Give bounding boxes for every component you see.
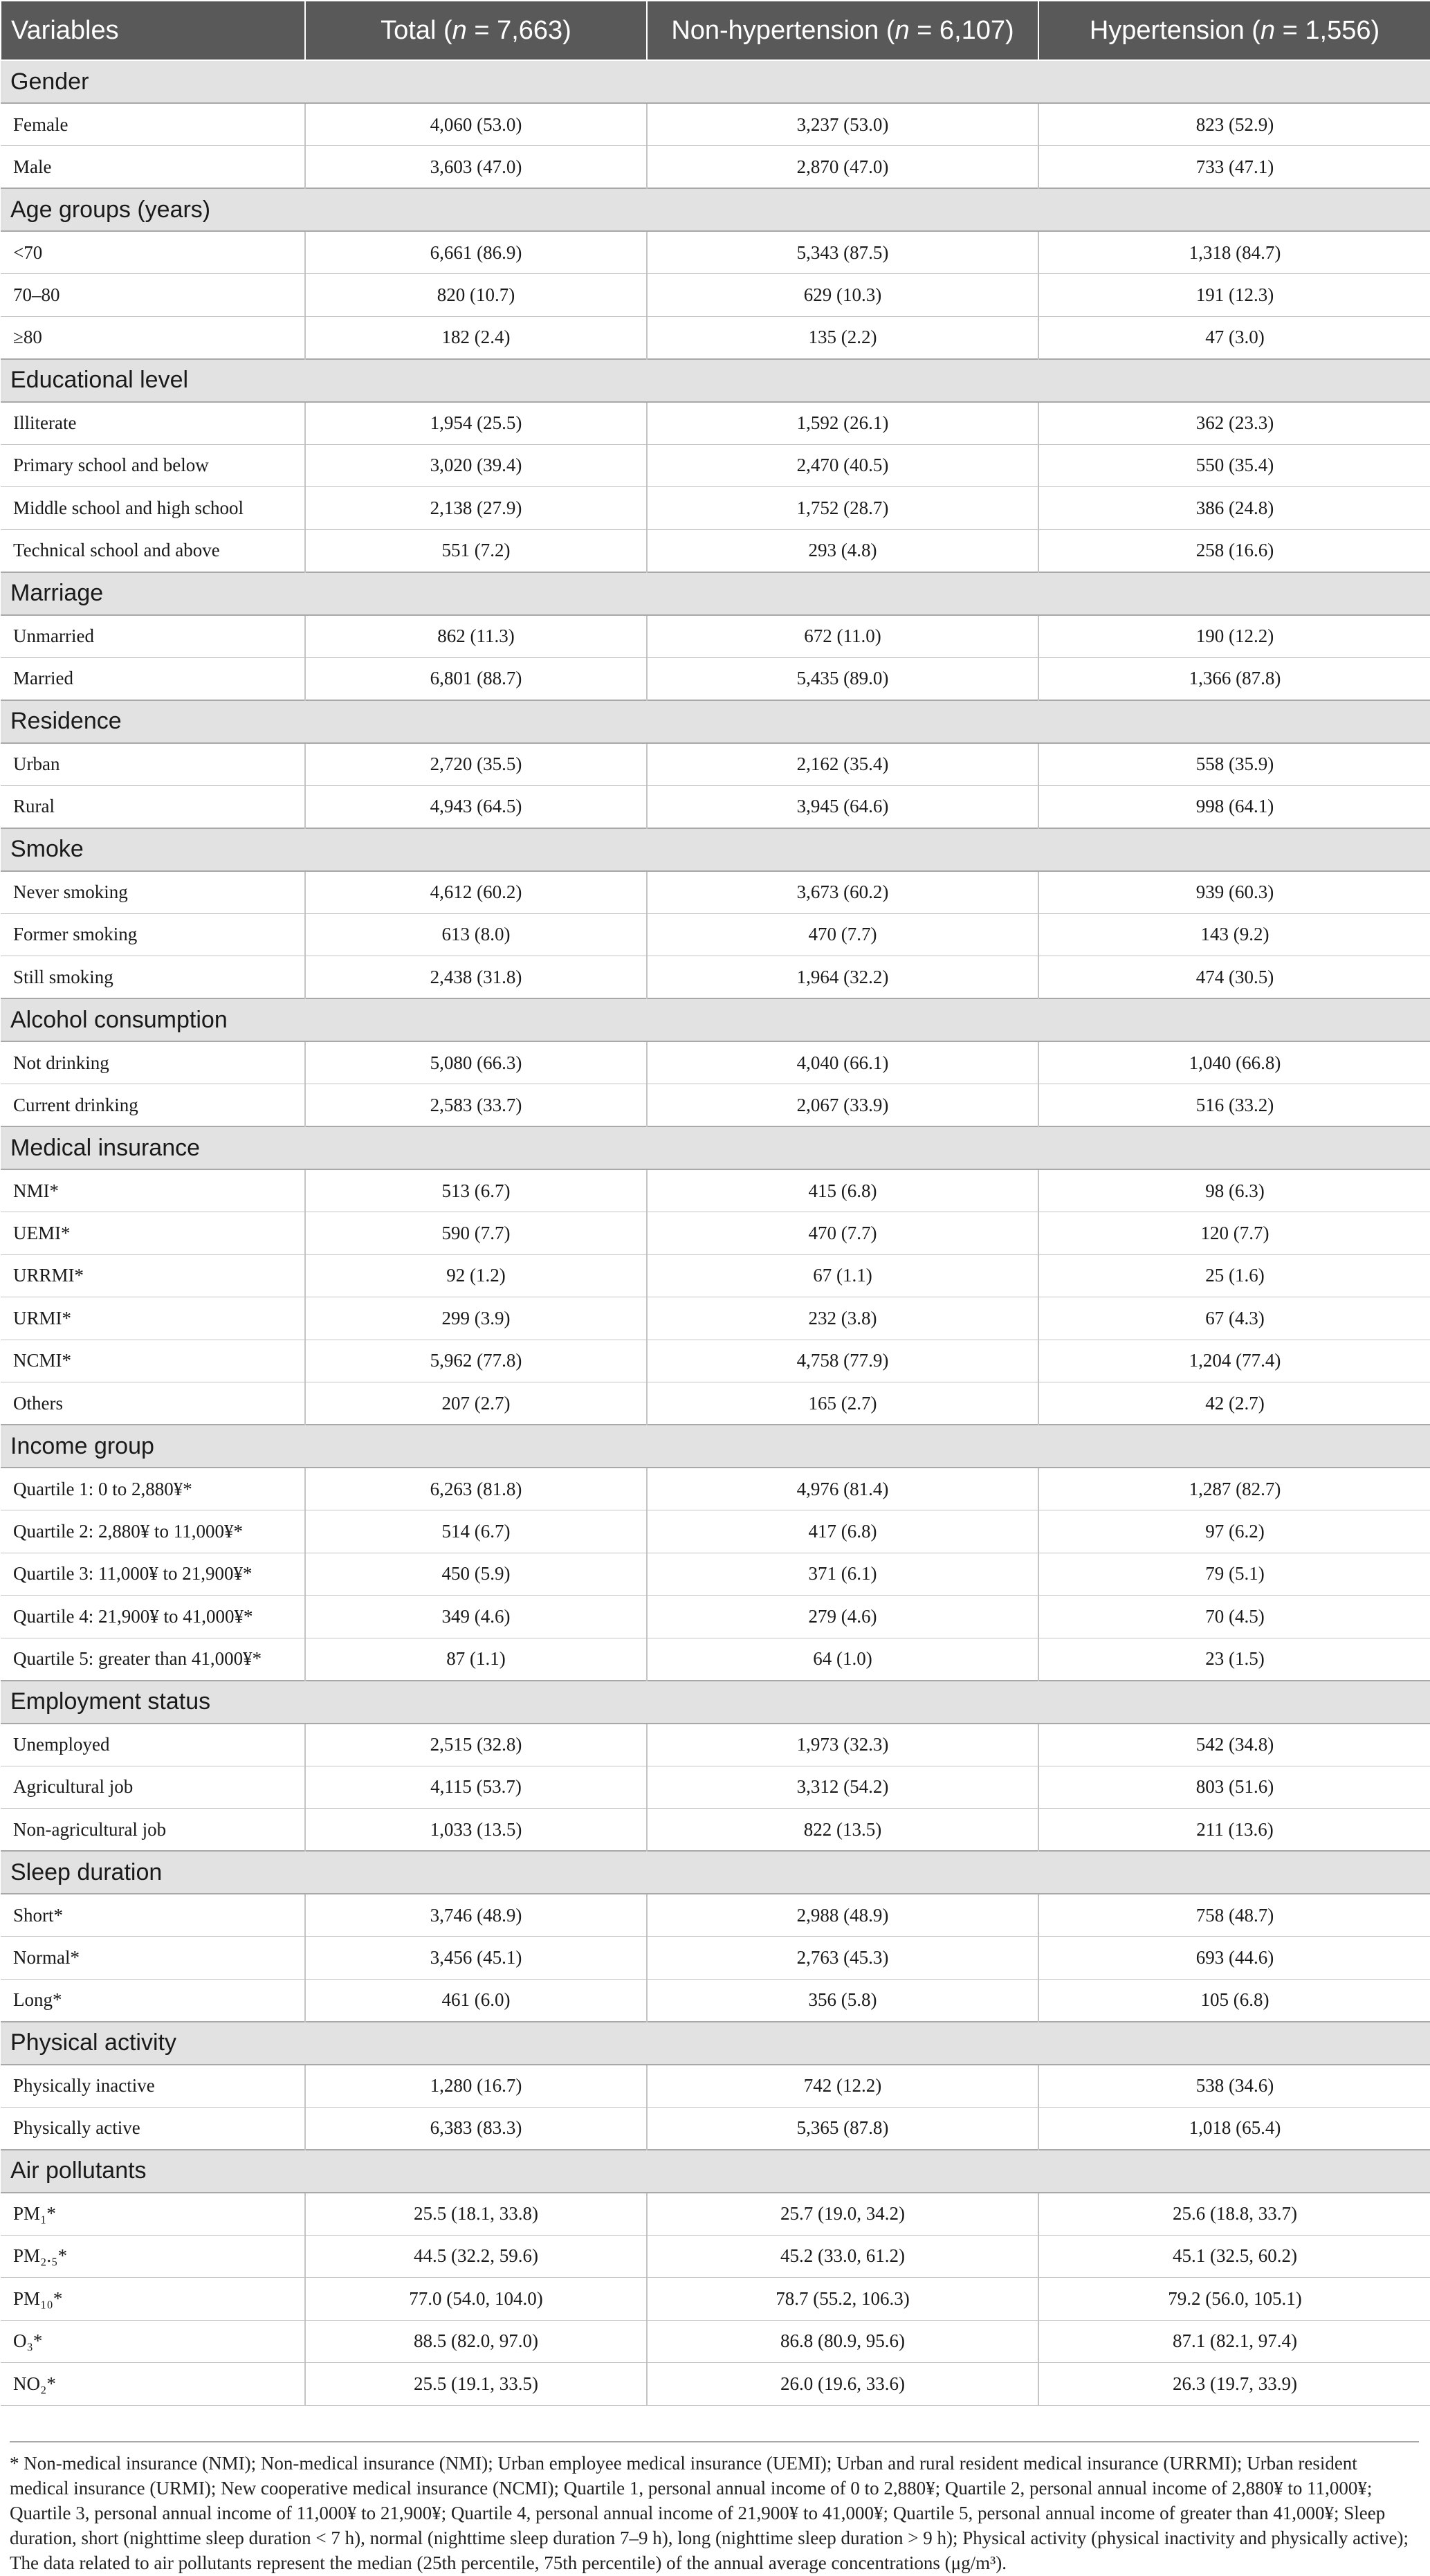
cell-value: 742 (12.2) bbox=[647, 2065, 1038, 2108]
cell-value: 349 (4.6) bbox=[305, 1596, 647, 1638]
cell-value: 25.7 (19.0, 34.2) bbox=[647, 2193, 1038, 2236]
cell-value: 25.6 (18.8, 33.7) bbox=[1038, 2193, 1430, 2236]
row-label: Normal* bbox=[1, 1937, 305, 1980]
table-row bbox=[1, 1766, 1430, 1809]
cell-value: 672 (11.0) bbox=[647, 615, 1038, 658]
row-label: Others bbox=[1, 1382, 305, 1425]
cell-value: 44.5 (32.2, 59.6) bbox=[305, 2235, 647, 2278]
cell-value: 78.7 (55.2, 106.3) bbox=[647, 2278, 1038, 2321]
row-label: Quartile 3: 11,000¥ to 21,900¥* bbox=[1, 1553, 305, 1596]
section-header-row bbox=[1, 1681, 1430, 1724]
table-row bbox=[1, 1553, 1430, 1596]
cell-value: 998 (64.1) bbox=[1038, 785, 1430, 828]
cell-value: 3,456 (45.1) bbox=[305, 1937, 647, 1980]
cell-value: 4,612 (60.2) bbox=[305, 871, 647, 914]
table-row bbox=[1, 2107, 1430, 2150]
header-hypertension: Hypertension (n = 1,556) bbox=[1038, 1, 1430, 60]
cell-value: 1,592 (26.1) bbox=[647, 402, 1038, 445]
cell-value: 42 (2.7) bbox=[1038, 1382, 1430, 1425]
section-header-row bbox=[1, 2150, 1430, 2193]
table-row bbox=[1, 2320, 1430, 2363]
cell-value: 470 (7.7) bbox=[647, 913, 1038, 956]
section-title: Age groups (years) bbox=[1, 188, 1430, 231]
table-row bbox=[1, 2278, 1430, 2321]
cell-value: 6,383 (83.3) bbox=[305, 2107, 647, 2150]
cell-value: 77.0 (54.0, 104.0) bbox=[305, 2278, 647, 2321]
row-label: Unemployed bbox=[1, 1724, 305, 1766]
table-row bbox=[1, 1468, 1430, 1510]
row-label: Quartile 4: 21,900¥ to 41,000¥* bbox=[1, 1596, 305, 1638]
cell-value: 4,115 (53.7) bbox=[305, 1766, 647, 1809]
table-row bbox=[1, 529, 1430, 572]
row-label: Married bbox=[1, 657, 305, 700]
cell-value: 6,801 (88.7) bbox=[305, 657, 647, 700]
table-row bbox=[1, 956, 1430, 999]
cell-value: 6,661 (86.9) bbox=[305, 231, 647, 274]
cell-value: 5,080 (66.3) bbox=[305, 1041, 647, 1084]
row-label: Long* bbox=[1, 1979, 305, 2022]
cell-value: 862 (11.3) bbox=[305, 615, 647, 658]
cell-value: 2,438 (31.8) bbox=[305, 956, 647, 999]
section-title: Residence bbox=[1, 700, 1430, 743]
section-header-row bbox=[1, 60, 1430, 103]
row-label: Male bbox=[1, 146, 305, 189]
row-label: Physically inactive bbox=[1, 2065, 305, 2108]
table-row bbox=[1, 913, 1430, 956]
row-label: Middle school and high school bbox=[1, 487, 305, 530]
cell-value: 629 (10.3) bbox=[647, 274, 1038, 317]
section-header-row bbox=[1, 1126, 1430, 1169]
row-label: URMI* bbox=[1, 1297, 305, 1340]
table-row bbox=[1, 2235, 1430, 2278]
cell-value: 279 (4.6) bbox=[647, 1596, 1038, 1638]
cell-value: 1,287 (82.7) bbox=[1038, 1468, 1430, 1510]
table-row bbox=[1, 871, 1430, 914]
cell-value: 232 (3.8) bbox=[647, 1297, 1038, 1340]
cell-value: 26.0 (19.6, 33.6) bbox=[647, 2363, 1038, 2406]
cell-value: 86.8 (80.9, 95.6) bbox=[647, 2320, 1038, 2363]
row-label: Not drinking bbox=[1, 1041, 305, 1084]
row-label: PM₁₀* bbox=[1, 2278, 305, 2321]
section-header-row bbox=[1, 828, 1430, 871]
table-row bbox=[1, 1809, 1430, 1852]
cell-value: 2,470 (40.5) bbox=[647, 444, 1038, 487]
cell-value: 803 (51.6) bbox=[1038, 1766, 1430, 1809]
cell-value: 2,988 (48.9) bbox=[647, 1894, 1038, 1937]
row-label: Still smoking bbox=[1, 956, 305, 999]
cell-value: 3,945 (64.6) bbox=[647, 785, 1038, 828]
section-title: Air pollutants bbox=[1, 2150, 1430, 2193]
cell-value: 3,312 (54.2) bbox=[647, 1766, 1038, 1809]
row-label: PM₂.₅* bbox=[1, 2235, 305, 2278]
table-row bbox=[1, 1084, 1430, 1127]
cell-value: 4,758 (77.9) bbox=[647, 1340, 1038, 1382]
cell-value: 386 (24.8) bbox=[1038, 487, 1430, 530]
row-label: Agricultural job bbox=[1, 1766, 305, 1809]
cell-value: 135 (2.2) bbox=[647, 316, 1038, 359]
table-row bbox=[1, 1937, 1430, 1980]
table-row bbox=[1, 1212, 1430, 1255]
cell-value: 2,583 (33.7) bbox=[305, 1084, 647, 1127]
section-header-row bbox=[1, 572, 1430, 615]
cell-value: 70 (4.5) bbox=[1038, 1596, 1430, 1638]
table-row bbox=[1, 1254, 1430, 1297]
table-row bbox=[1, 1638, 1430, 1681]
cell-value: 25 (1.6) bbox=[1038, 1254, 1430, 1297]
cell-value: 1,366 (87.8) bbox=[1038, 657, 1430, 700]
cell-value: 23 (1.5) bbox=[1038, 1638, 1430, 1681]
cell-value: 2,162 (35.4) bbox=[647, 743, 1038, 786]
row-label: <70 bbox=[1, 231, 305, 274]
cell-value: 822 (13.5) bbox=[647, 1809, 1038, 1852]
cell-value: 550 (35.4) bbox=[1038, 444, 1430, 487]
cell-value: 45.2 (33.0, 61.2) bbox=[647, 2235, 1038, 2278]
section-title: Gender bbox=[1, 60, 1430, 103]
cell-value: 207 (2.7) bbox=[305, 1382, 647, 1425]
cell-value: 45.1 (32.5, 60.2) bbox=[1038, 2235, 1430, 2278]
table-row bbox=[1, 1596, 1430, 1638]
cell-value: 733 (47.1) bbox=[1038, 146, 1430, 189]
table-row bbox=[1, 2065, 1430, 2108]
table-row bbox=[1, 2363, 1430, 2406]
section-title: Sleep duration bbox=[1, 1851, 1430, 1894]
cell-value: 542 (34.8) bbox=[1038, 1724, 1430, 1766]
row-label: NMI* bbox=[1, 1169, 305, 1212]
section-title: Employment status bbox=[1, 1681, 1430, 1724]
cell-value: 513 (6.7) bbox=[305, 1169, 647, 1212]
row-label: ≥80 bbox=[1, 316, 305, 359]
cell-value: 105 (6.8) bbox=[1038, 1979, 1430, 2022]
cell-value: 47 (3.0) bbox=[1038, 316, 1430, 359]
cell-value: 97 (6.2) bbox=[1038, 1510, 1430, 1553]
cell-value: 1,318 (84.7) bbox=[1038, 231, 1430, 274]
row-label: Quartile 2: 2,880¥ to 11,000¥* bbox=[1, 1510, 305, 1553]
cell-value: 461 (6.0) bbox=[305, 1979, 647, 2022]
row-label: NCMI* bbox=[1, 1340, 305, 1382]
row-label: Never smoking bbox=[1, 871, 305, 914]
section-header-row bbox=[1, 359, 1430, 402]
table-row bbox=[1, 444, 1430, 487]
cell-value: 92 (1.2) bbox=[305, 1254, 647, 1297]
cell-value: 87.1 (82.1, 97.4) bbox=[1038, 2320, 1430, 2363]
cell-value: 5,435 (89.0) bbox=[647, 657, 1038, 700]
cell-value: 79 (5.1) bbox=[1038, 1553, 1430, 1596]
cell-value: 3,603 (47.0) bbox=[305, 146, 647, 189]
cell-value: 299 (3.9) bbox=[305, 1297, 647, 1340]
row-label: PM₁* bbox=[1, 2193, 305, 2236]
cell-value: 88.5 (82.0, 97.0) bbox=[305, 2320, 647, 2363]
section-header-row bbox=[1, 2022, 1430, 2065]
row-label: Primary school and below bbox=[1, 444, 305, 487]
cell-value: 1,204 (77.4) bbox=[1038, 1340, 1430, 1382]
table-row bbox=[1, 1979, 1430, 2022]
cell-value: 558 (35.9) bbox=[1038, 743, 1430, 786]
section-header-row bbox=[1, 1425, 1430, 1468]
table-row bbox=[1, 402, 1430, 445]
cell-value: 211 (13.6) bbox=[1038, 1809, 1430, 1852]
section-title: Marriage bbox=[1, 572, 1430, 615]
table-row bbox=[1, 103, 1430, 146]
cell-value: 67 (1.1) bbox=[647, 1254, 1038, 1297]
cell-value: 1,280 (16.7) bbox=[305, 2065, 647, 2108]
cell-value: 190 (12.2) bbox=[1038, 615, 1430, 658]
cell-value: 5,962 (77.8) bbox=[305, 1340, 647, 1382]
table-row bbox=[1, 743, 1430, 786]
cell-value: 4,976 (81.4) bbox=[647, 1468, 1038, 1510]
cell-value: 1,973 (32.3) bbox=[647, 1724, 1038, 1766]
cell-value: 2,138 (27.9) bbox=[305, 487, 647, 530]
section-title: Medical insurance bbox=[1, 1126, 1430, 1169]
cell-value: 67 (4.3) bbox=[1038, 1297, 1430, 1340]
cell-value: 538 (34.6) bbox=[1038, 2065, 1430, 2108]
table-row bbox=[1, 316, 1430, 359]
cell-value: 1,964 (32.2) bbox=[647, 956, 1038, 999]
cell-value: 590 (7.7) bbox=[305, 1212, 647, 1255]
cell-value: 2,067 (33.9) bbox=[647, 1084, 1038, 1127]
table-row bbox=[1, 657, 1430, 700]
cell-value: 25.5 (19.1, 33.5) bbox=[305, 2363, 647, 2406]
cell-value: 293 (4.8) bbox=[647, 529, 1038, 572]
table-row bbox=[1, 785, 1430, 828]
table-row bbox=[1, 1297, 1430, 1340]
cell-value: 98 (6.3) bbox=[1038, 1169, 1430, 1212]
cell-value: 417 (6.8) bbox=[647, 1510, 1038, 1553]
cell-value: 5,365 (87.8) bbox=[647, 2107, 1038, 2150]
cell-value: 474 (30.5) bbox=[1038, 956, 1430, 999]
row-label: UEMI* bbox=[1, 1212, 305, 1255]
cell-value: 191 (12.3) bbox=[1038, 274, 1430, 317]
cell-value: 1,018 (65.4) bbox=[1038, 2107, 1430, 2150]
cell-value: 356 (5.8) bbox=[647, 1979, 1038, 2022]
cell-value: 693 (44.6) bbox=[1038, 1937, 1430, 1980]
cell-value: 1,752 (28.7) bbox=[647, 487, 1038, 530]
row-label: Short* bbox=[1, 1894, 305, 1937]
cell-value: 758 (48.7) bbox=[1038, 1894, 1430, 1937]
row-label: Technical school and above bbox=[1, 529, 305, 572]
table-row bbox=[1, 1510, 1430, 1553]
table-row bbox=[1, 1894, 1430, 1937]
cell-value: 87 (1.1) bbox=[305, 1638, 647, 1681]
cell-value: 79.2 (56.0, 105.1) bbox=[1038, 2278, 1430, 2321]
row-label: O₃* bbox=[1, 2320, 305, 2363]
cell-value: 362 (23.3) bbox=[1038, 402, 1430, 445]
table-row bbox=[1, 1340, 1430, 1382]
table-row bbox=[1, 615, 1430, 658]
section-header-row bbox=[1, 998, 1430, 1041]
row-label: NO₂* bbox=[1, 2363, 305, 2406]
section-title: Alcohol consumption bbox=[1, 998, 1430, 1041]
cell-value: 450 (5.9) bbox=[305, 1553, 647, 1596]
row-label: 70–80 bbox=[1, 274, 305, 317]
row-label: Illiterate bbox=[1, 402, 305, 445]
cell-value: 3,237 (53.0) bbox=[647, 103, 1038, 146]
row-label: Quartile 1: 0 to 2,880¥* bbox=[1, 1468, 305, 1510]
table-row bbox=[1, 487, 1430, 530]
cell-value: 1,033 (13.5) bbox=[305, 1809, 647, 1852]
header-non-hypertension: Non-hypertension (n = 6,107) bbox=[647, 1, 1038, 60]
cell-value: 6,263 (81.8) bbox=[305, 1468, 647, 1510]
cell-value: 3,020 (39.4) bbox=[305, 444, 647, 487]
cell-value: 1,040 (66.8) bbox=[1038, 1041, 1430, 1084]
table-header-row bbox=[1, 1, 1430, 60]
row-label: Urban bbox=[1, 743, 305, 786]
cell-value: 820 (10.7) bbox=[305, 274, 647, 317]
cell-value: 4,943 (64.5) bbox=[305, 785, 647, 828]
cell-value: 415 (6.8) bbox=[647, 1169, 1038, 1212]
table-row bbox=[1, 274, 1430, 317]
cell-value: 4,060 (53.0) bbox=[305, 103, 647, 146]
cell-value: 551 (7.2) bbox=[305, 529, 647, 572]
cell-value: 25.5 (18.1, 33.8) bbox=[305, 2193, 647, 2236]
cell-value: 3,673 (60.2) bbox=[647, 871, 1038, 914]
section-header-row bbox=[1, 1851, 1430, 1894]
row-label: Current drinking bbox=[1, 1084, 305, 1127]
row-label: URRMI* bbox=[1, 1254, 305, 1297]
cell-value: 182 (2.4) bbox=[305, 316, 647, 359]
table-footnote: * Non-medical insurance (NMI); Non-medical insurance (NMI); Urban employee medical insurance (UEMI); Urban and rural resident medical insurance (URRMI); Urban resident medical insurance (URMI); New cooperative medical insurance (NCMI); Quartile 1, personal annual income of 0 to 2,880¥; Quartile 2, personal annual income of 2,880¥ to 11,000¥; Quartile 3, personal annual income of 11,000¥ to 21,900¥; Quartile 4, personal annual income of 21,900¥ to 41,000¥; Quartile 5, personal annual income of greater than 41,000¥; Sleep duration, short (nighttime sleep duration < 7 h), normal (nighttime sleep duration 7–9 h), long (nighttime sleep duration > 9 h); Physical activity (physical inactivity and physically active); The data related to air pollutants represent the median (25th percentile, 75th percentile) of the annual average concentrations (μg/m³). bbox=[10, 2441, 1419, 2575]
section-header-row bbox=[1, 188, 1430, 231]
cell-value: 165 (2.7) bbox=[647, 1382, 1038, 1425]
section-title: Smoke bbox=[1, 828, 1430, 871]
cell-value: 823 (52.9) bbox=[1038, 103, 1430, 146]
header-total: Total (n = 7,663) bbox=[305, 1, 647, 60]
table-row bbox=[1, 1041, 1430, 1084]
row-label: Quartile 5: greater than 41,000¥* bbox=[1, 1638, 305, 1681]
cell-value: 2,515 (32.8) bbox=[305, 1724, 647, 1766]
table-row bbox=[1, 1724, 1430, 1766]
row-label: Rural bbox=[1, 785, 305, 828]
cell-value: 4,040 (66.1) bbox=[647, 1041, 1038, 1084]
row-label: Unmarried bbox=[1, 615, 305, 658]
cell-value: 258 (16.6) bbox=[1038, 529, 1430, 572]
cell-value: 470 (7.7) bbox=[647, 1212, 1038, 1255]
cell-value: 64 (1.0) bbox=[647, 1638, 1038, 1681]
table-row bbox=[1, 1382, 1430, 1425]
cell-value: 514 (6.7) bbox=[305, 1510, 647, 1553]
cell-value: 939 (60.3) bbox=[1038, 871, 1430, 914]
section-title: Educational level bbox=[1, 359, 1430, 402]
row-label: Former smoking bbox=[1, 913, 305, 956]
row-label: Non-agricultural job bbox=[1, 1809, 305, 1852]
section-header-row bbox=[1, 700, 1430, 743]
table-row bbox=[1, 146, 1430, 189]
table-row bbox=[1, 2193, 1430, 2236]
cell-value: 26.3 (19.7, 33.9) bbox=[1038, 2363, 1430, 2406]
section-title: Income group bbox=[1, 1425, 1430, 1468]
header-variables: Variables bbox=[1, 1, 305, 60]
cell-value: 1,954 (25.5) bbox=[305, 402, 647, 445]
cell-value: 613 (8.0) bbox=[305, 913, 647, 956]
row-label: Physically active bbox=[1, 2107, 305, 2150]
row-label: Female bbox=[1, 103, 305, 146]
cell-value: 2,870 (47.0) bbox=[647, 146, 1038, 189]
table-row bbox=[1, 231, 1430, 274]
cell-value: 143 (9.2) bbox=[1038, 913, 1430, 956]
cell-value: 3,746 (48.9) bbox=[305, 1894, 647, 1937]
cell-value: 2,763 (45.3) bbox=[647, 1937, 1038, 1980]
table-row bbox=[1, 1169, 1430, 1212]
cell-value: 120 (7.7) bbox=[1038, 1212, 1430, 1255]
section-title: Physical activity bbox=[1, 2022, 1430, 2065]
cell-value: 371 (6.1) bbox=[647, 1553, 1038, 1596]
cell-value: 2,720 (35.5) bbox=[305, 743, 647, 786]
cell-value: 5,343 (87.5) bbox=[647, 231, 1038, 274]
cell-value: 516 (33.2) bbox=[1038, 1084, 1430, 1127]
